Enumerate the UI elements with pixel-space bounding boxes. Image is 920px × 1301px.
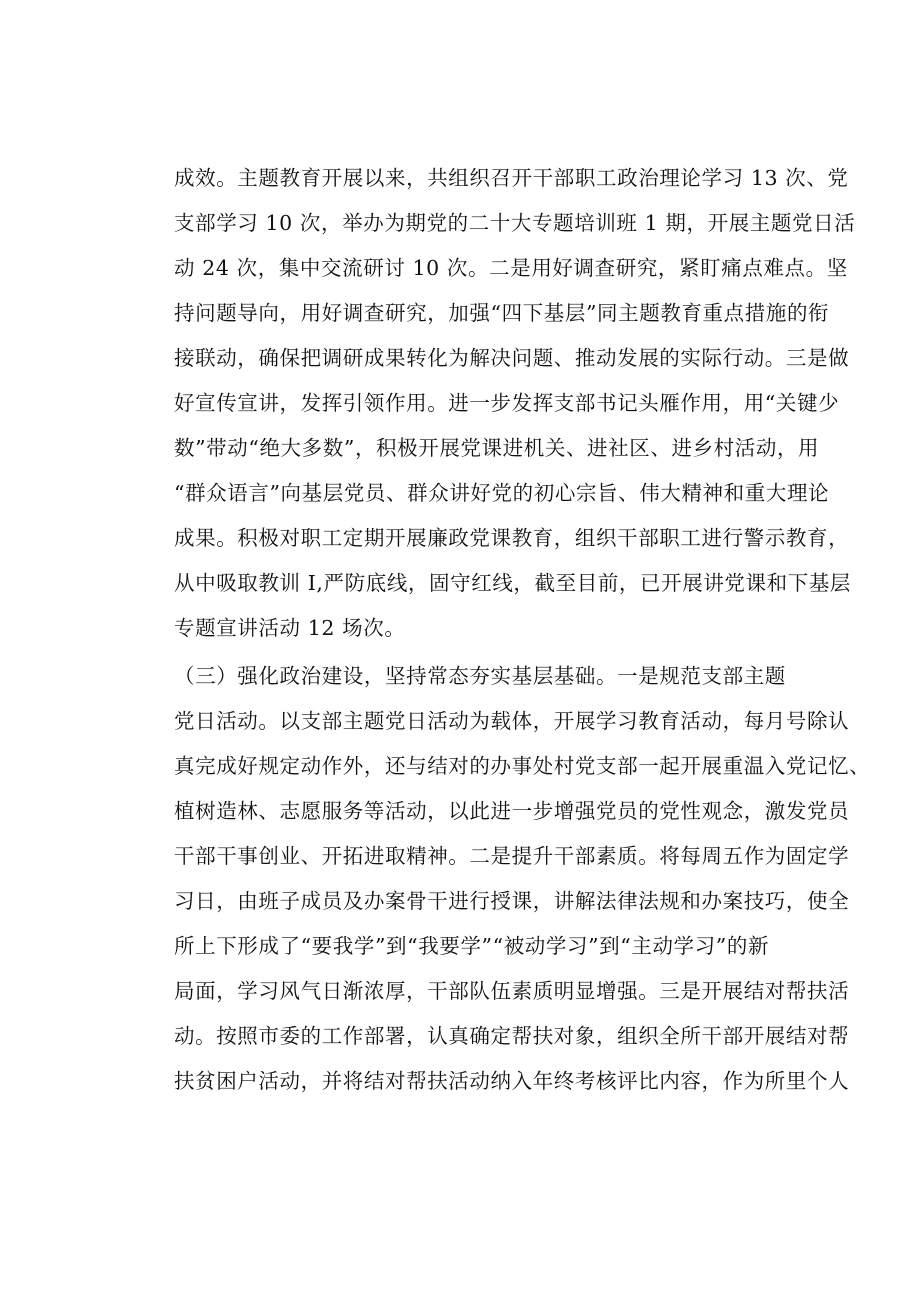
paragraph-line: 干部干事创业、开拓进取精神。二是提升干部素质。将每周五作为固定学 xyxy=(174,844,850,868)
paragraph-line: 所上下形成了“要我学”到“我要学”“被动学习”到“主动学习”的新 xyxy=(174,934,770,958)
paragraph-line: 习日，由班子成员及办案骨干进行授课，讲解法律法规和办案技巧，使全 xyxy=(174,889,850,913)
paragraph-line: 接联动，确保把调研成果转化为解决问题、推动发展的实际行动。三是做 xyxy=(174,346,850,370)
paragraph-line: 支部学习 10 次，举办为期党的二十大专题培训班 1 期，开展主题党日活 xyxy=(174,211,856,235)
paragraph-line: 局面，学习风气日渐浓厚，干部队伍素质明显增强。三是开展结对帮扶活 xyxy=(174,979,850,1003)
paragraph-line: 成果。积极对职工定期开展廉政党课教育，组织干部职工进行警示教育， xyxy=(174,526,850,550)
paragraph-line: 动 24 次，集中交流研讨 10 次。二是用好调查研究，紧盯痛点难点。坚 xyxy=(174,256,848,280)
paragraph-line: 专题宣讲活动 12 场次。 xyxy=(174,616,406,640)
section-heading-line: （三）强化政治建设，坚持常态夯实基层基础。一是规范支部主题 xyxy=(174,664,786,688)
paragraph-line: 数”带动“绝大多数”，积极开展党课进机关、进社区、进乡村活动，用 xyxy=(174,436,820,460)
paragraph-line: 植树造林、志愿服务等活动，以此进一步增强党员的党性观念，激发党员 xyxy=(174,799,850,823)
paragraph-line: 真完成好规定动作外，还与结对的办事处村党支部一起开展重温入党记忆、 xyxy=(174,754,871,778)
paragraph-line: 持问题导向，用好调查研究，加强“四下基层”同主题教育重点措施的衔 xyxy=(174,301,830,325)
paragraph-line: 从中吸取教训 I,严防底线，固守红线，截至目前，已开展讲党课和下基层 xyxy=(174,571,852,595)
paragraph-line: 动。按照市委的工作部署，认真确定帮扶对象，组织全所干部开展结对帮 xyxy=(174,1024,850,1048)
paragraph-line: “群众语言”向基层党员、群众讲好党的初心宗旨、伟大精神和重大理论 xyxy=(174,481,830,505)
paragraph-line: 好宣传宣讲，发挥引领作用。进一步发挥支部书记头雁作用，用“关键少 xyxy=(174,391,840,415)
paragraph-line: 党日活动。以支部主题党日活动为载体，开展学习教育活动，每月号除认 xyxy=(174,709,850,733)
paragraph-line: 扶贫困户活动，并将结对帮扶活动纳入年终考核评比内容，作为所里个人 xyxy=(174,1069,850,1093)
paragraph-line: 成效。主题教育开展以来，共组织召开干部职工政治理论学习 13 次、党 xyxy=(174,166,849,190)
